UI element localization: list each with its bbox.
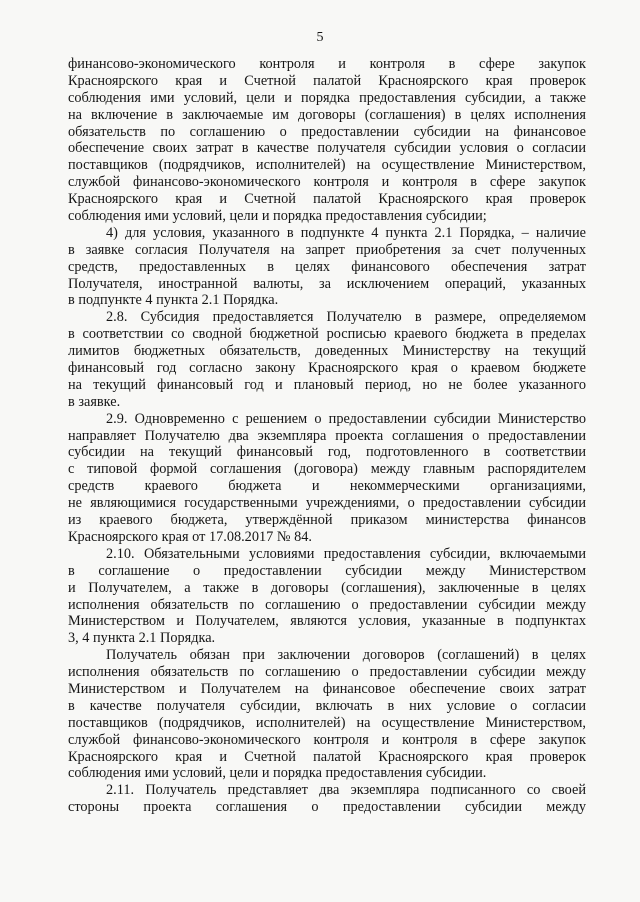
text-line: на включение в заключаемые им договоры (соглашения) в целях исполнения	[68, 106, 586, 123]
page-number: 5	[316, 30, 324, 45]
text-line: Красноярского края от 17.08.2017 № 84.	[68, 528, 312, 545]
text-line: не являющимися государственными учреждениями, о предоставлении субсидии	[68, 495, 586, 512]
text-line: обеспечение своих затрат в качестве получателя субсидии условия о согласии	[68, 140, 586, 157]
text-line: и Получателем, а также в договоры (соглашения), заключенные в целях	[68, 579, 586, 596]
text-line: 2.11. Получатель представляет два экземпляра подписанного со своей	[106, 782, 586, 799]
document-body	[68, 56, 586, 816]
text-line: соблюдения ими условий, цели и порядка предоставления субсидии, а также	[68, 89, 586, 106]
text-line: поставщиков (подрядчиков, исполнителей) на осуществление Министерством,	[68, 714, 586, 731]
text-line: соблюдения ими условий, цели и порядка предоставления субсидии;	[68, 208, 487, 225]
text-line: 2.8. Субсидия предоставляется Получателю в размере, определяемом	[106, 309, 586, 326]
text-line: 2.9. Одновременно с решением о предоставлении субсидии Министерство	[106, 410, 586, 427]
text-line: лимитов бюджетных обязательств, доведенных Министерству на текущий	[68, 343, 586, 360]
text-line: финансово-экономического контроля и контроля в сфере закупок	[68, 56, 586, 72]
text-line: средств краевого бюджета и некоммерческими организациями,	[68, 478, 586, 495]
text-line: в заявке.	[68, 393, 121, 410]
text-line: из краевого бюджета, утверждённой приказом министерства финансов	[68, 512, 586, 529]
text-line: службой финансово-экономического контроля и контроля в сфере закупок	[68, 174, 586, 191]
text-line: Красноярского края и Счетной палатой Красноярского края проверок	[68, 72, 586, 89]
text-line: средств, предоставленных в целях финансового обеспечения затрат	[68, 258, 586, 275]
text-line: поставщиков (подрядчиков, исполнителей) на осуществление Министерством,	[68, 157, 586, 174]
text-line: в подпункте 4 пункта 2.1 Порядка.	[68, 292, 279, 309]
text-line: субсидии на текущий финансовый год, подготовленного в соответствии	[68, 444, 586, 461]
text-line: соблюдения ими условий, цели и порядка предоставления субсидии.	[68, 765, 487, 782]
text-line: в соглашение о предоставлении субсидии между Министерством	[68, 562, 586, 579]
text-line: исполнения обязательств по соглашению о предоставлении субсидии между	[68, 596, 586, 613]
text-line: стороны проекта соглашения о предоставлении субсидии между	[68, 799, 586, 816]
text-line: 2.10. Обязательными условиями предоставления субсидии, включаемыми	[106, 545, 586, 562]
text-line: 3, 4 пункта 2.1 Порядка.	[68, 630, 216, 647]
text-line: с типовой формой соглашения (договора) между главным распорядителем	[68, 461, 586, 478]
text-line: направляет Получателю два экземпляра проекта соглашения о предоставлении	[68, 427, 586, 444]
text-line: Красноярского края и Счетной палатой Красноярского края проверок	[68, 191, 586, 208]
text-line: обязательств по соглашению о предоставлении субсидии на финансовое	[68, 123, 586, 140]
text-line: Красноярского края и Счетной палатой Красноярского края проверок	[68, 748, 586, 765]
text-line: исполнения обязательств по соглашению о предоставлении субсидии между	[68, 664, 586, 681]
text-line: финансовый год согласно закону Красноярского края о краевом бюджете	[68, 360, 586, 377]
text-line: в качестве получателя субсидии, включать в них условие о согласии	[68, 697, 586, 714]
text-line: Получатель обязан при заключении договоров (соглашений) в целях	[106, 647, 586, 664]
text-line: службой финансово-экономического контроля и контроля в сфере закупок	[68, 731, 586, 748]
text-line: в соответствии со сводной бюджетной росписью краевого бюджета в пределах	[68, 326, 586, 343]
text-line: на текущий финансовый год и плановый период, но не более указанного	[68, 376, 586, 393]
text-line: Получателя, иностранной валюты, за исключением операций, указанных	[68, 275, 586, 292]
text-line: в заявке согласия Получателя на запрет приобретения за счет полученных	[68, 241, 586, 258]
text-line: Министерством и Получателем, являются условия, указанные в подпунктах	[68, 613, 586, 630]
text-line: Министерством и Получателем на финансовое обеспечение своих затрат	[68, 680, 586, 697]
text-line: 4) для условия, указанного в подпункте 4 пункта 2.1 Порядка, – наличие	[106, 224, 586, 241]
